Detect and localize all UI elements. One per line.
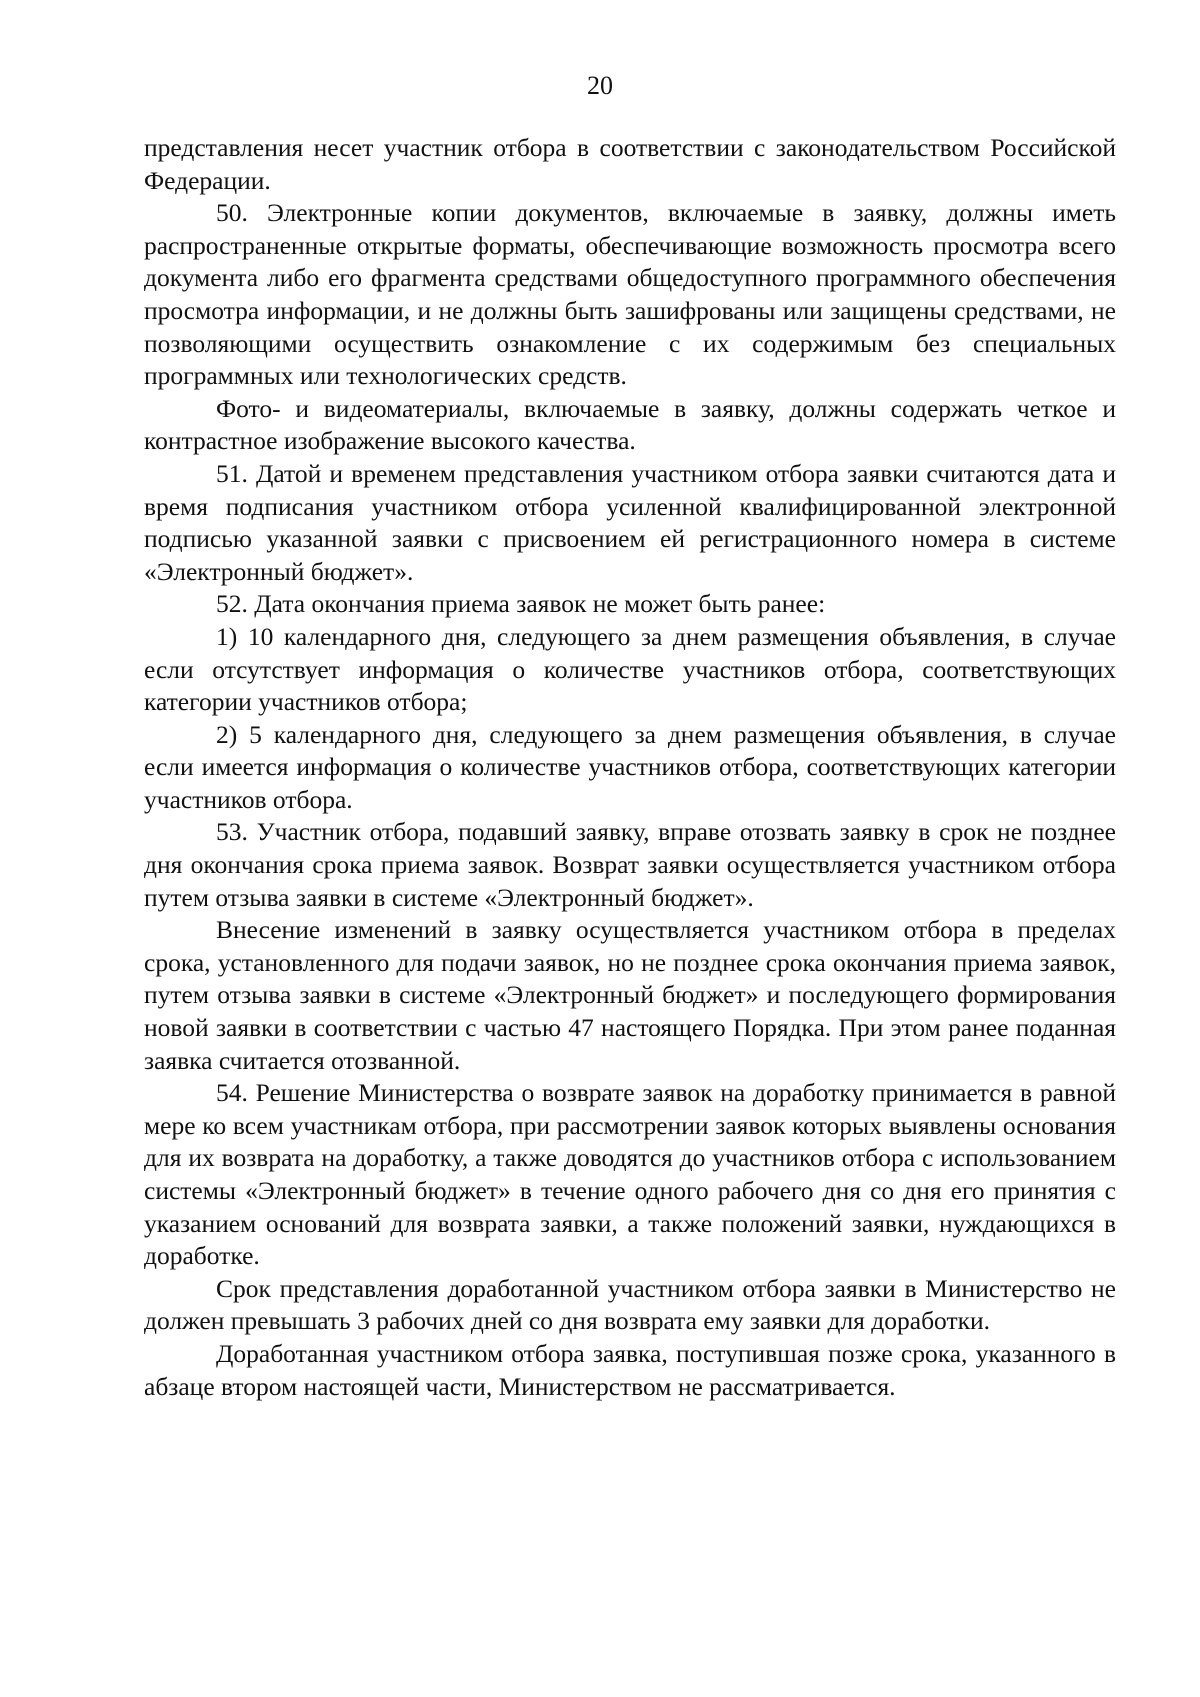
- page-number: 20: [587, 71, 613, 100]
- paragraph-item-52-sub-1: 1) 10 календарного дня, следующего за днем размещения объявления, в случае если отсутствует информация о количестве участников отбора, соответствующих категории участников отбора;: [144, 621, 1116, 717]
- paragraph-item-52-sub-2: 2) 5 календарного дня, следующего за днем размещения объявления, в случае если имеется информация о количестве участников отбора, соответствующих категории участников отбора.: [144, 719, 1116, 814]
- paragraph-late-submission: Доработанная участником отбора заявка, поступившая позже срока, указанного в абзаце втором настоящей части, Министерством не рассматривается.: [144, 1338, 1116, 1401]
- paragraph-item-54: 54. Решение Министерства о возврате заявок на доработку принимается в равной мере ко всем участникам отбора, при рассмотрении заявок которых выявлены основания для их возврата на доработку, а также доводятся до участников отбора с использованием системы «Электронный бюджет» в течение одного рабочего дня со дня его принятия с указанием оснований для возврата заявки, а также положений заявки, нуждающихся в доработке.: [144, 1078, 1116, 1271]
- paragraph-item-51: 51. Датой и временем представления участником отбора заявки считаются дата и время подписания участником отбора усиленной квалифицированной электронной подписью указанной заявки с присвоением ей регистрационного номера в системе «Электронный бюджет».: [144, 458, 1116, 586]
- paragraph-photo-video: Фото- и видеоматериалы, включаемые в заявку, должны содержать четкое и контрастное изображение высокого качества.: [144, 393, 1116, 456]
- paragraph-continuation: представления несет участник отбора в соответствии с законодательством Российской Федерации.: [144, 133, 1116, 195]
- document-body: [144, 132, 1116, 1403]
- paragraph-item-52: 52. Дата окончания приема заявок не может быть ранее:: [216, 589, 826, 619]
- paragraph-item-53: 53. Участник отбора, подавший заявку, вправе отозвать заявку в срок не позднее дня окончания срока приема заявок. Возврат заявки осуществляется участником отбора путем отзыва заявки в системе «Электронный бюджет».: [144, 817, 1116, 912]
- paragraph-item-50: 50. Электронные копии документов, включаемые в заявку, должны иметь распространенные открытые форматы, обеспечивающие возможность просмотра всего документа либо его фрагмента средствами общедоступного программного обеспечения просмотра информации, и не должны быть зашифрованы или защищены средствами, не позволяющими осуществить ознакомление с их содержимым без специальных программных или технологических средств.: [144, 198, 1116, 391]
- paragraph-deadline: Срок представления доработанной участником отбора заявки в Министерство не должен превышать 3 рабочих дней со дня возврата ему заявки для доработки.: [144, 1273, 1116, 1336]
- paragraph-changes: Внесение изменений в заявку осуществляется участником отбора в пределах срока, установленного для подачи заявок, но не позднее срока окончания приема заявок, путем отзыва заявки в системе «Электронный бюджет» и последующего формирования новой заявки в соответствии с частью 47 настоящего Порядка. При этом ранее поданная заявка считается отозванной.: [144, 915, 1116, 1075]
